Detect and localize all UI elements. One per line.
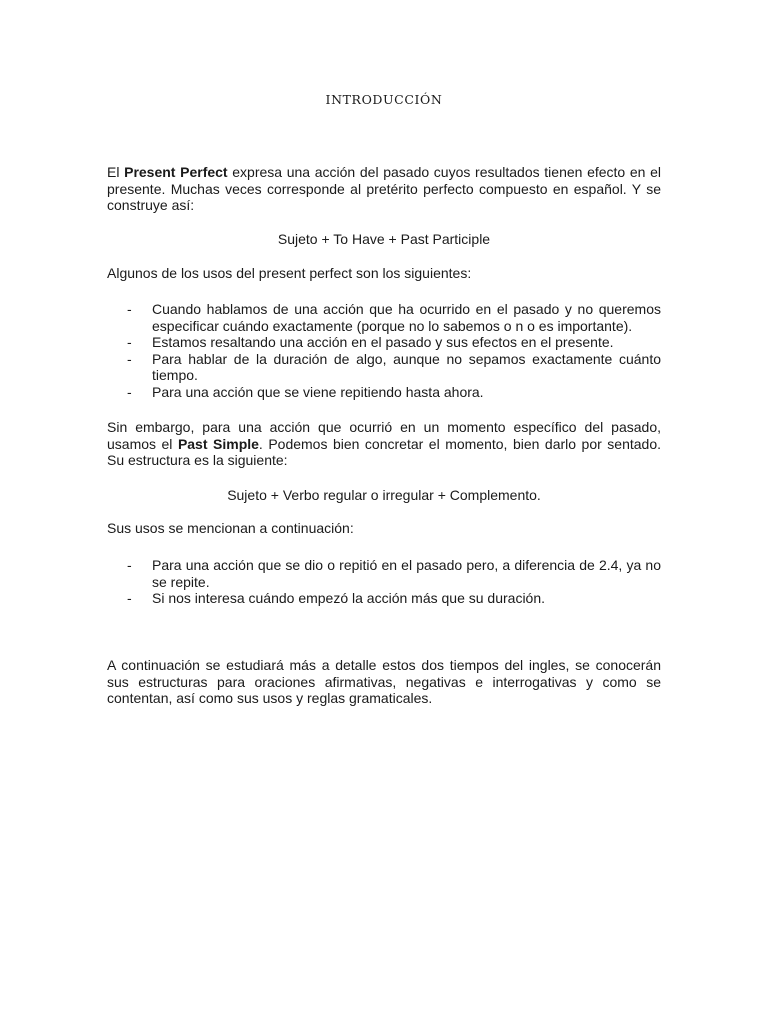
- past-simple-prefix: Sin embargo, para una acción que ocurrió en un momento específico del pasado, usamos el: [107, 419, 661, 452]
- bullet-dash: -: [127, 301, 132, 317]
- list-item: - Cuando hablamos de una acción que ha ocurrido en el pasado y no queremos especificar cuándo exactamente (porque no lo sabemos o n o es importante).: [127, 301, 661, 334]
- list-item: - Estamos resaltando una acción en el pasado y sus efectos en el presente.: [127, 334, 614, 350]
- list-item: - Para una acción que se dio o repitió en el pasado pero, a diferencia de 2.4, ya no se repite.: [127, 557, 661, 590]
- document-title: INTRODUCCIÓN: [325, 92, 443, 107]
- bullet-dash: -: [127, 350, 132, 367]
- present-perfect-uses-list: [107, 301, 661, 400]
- list-item: - Si nos interesa cuándo empezó la acción más que su duración.: [127, 590, 546, 606]
- bullet-dash: -: [127, 590, 132, 606]
- past-simple-formula: Sujeto + Verbo regular o irregular + Complemento.: [227, 487, 541, 503]
- intro-rest: expresa una acción del pasado cuyos resultados tienen efecto en el presente. Muchas veces corresponde al pretérito perfecto compuesto en español. Y se construye así:: [107, 164, 662, 213]
- uses-intro: Algunos de los usos del present perfect son los siguientes:: [107, 265, 472, 281]
- present-perfect-formula: Sujeto + To Have + Past Participle: [277, 231, 491, 247]
- present-perfect-term: Present Perfect: [124, 164, 228, 180]
- past-simple-uses-list: [107, 557, 661, 607]
- bullet-dash: -: [127, 383, 132, 400]
- bullet-dash: -: [127, 557, 132, 573]
- list-item: - Para hablar de la duración de algo, aunque no sepamos exactamente cuánto tiempo.: [127, 350, 661, 383]
- bullet-dash: -: [127, 334, 132, 350]
- past-uses-intro: Sus usos se mencionan a continuación:: [107, 520, 354, 536]
- intro-prefix: El: [107, 164, 125, 180]
- conclusion-paragraph: A continuación se estudiará más a detalle estos dos tiempos del ingles, se conocerán sus estructuras para oraciones afirmativas, negativas e interrogativas y como se contentan, así como sus usos y reglas gramaticales.: [107, 657, 661, 706]
- past-simple-rest: . Podemos bien concretar el momento, bien darlo por sentado. Su estructura es la siguiente:: [107, 435, 661, 468]
- past-simple-term: Past Simple: [177, 435, 259, 452]
- intro-paragraph: [107, 164, 661, 214]
- past-simple-paragraph: [107, 419, 661, 469]
- list-item: - Para una acción que se viene repitiendo hasta ahora.: [127, 383, 484, 400]
